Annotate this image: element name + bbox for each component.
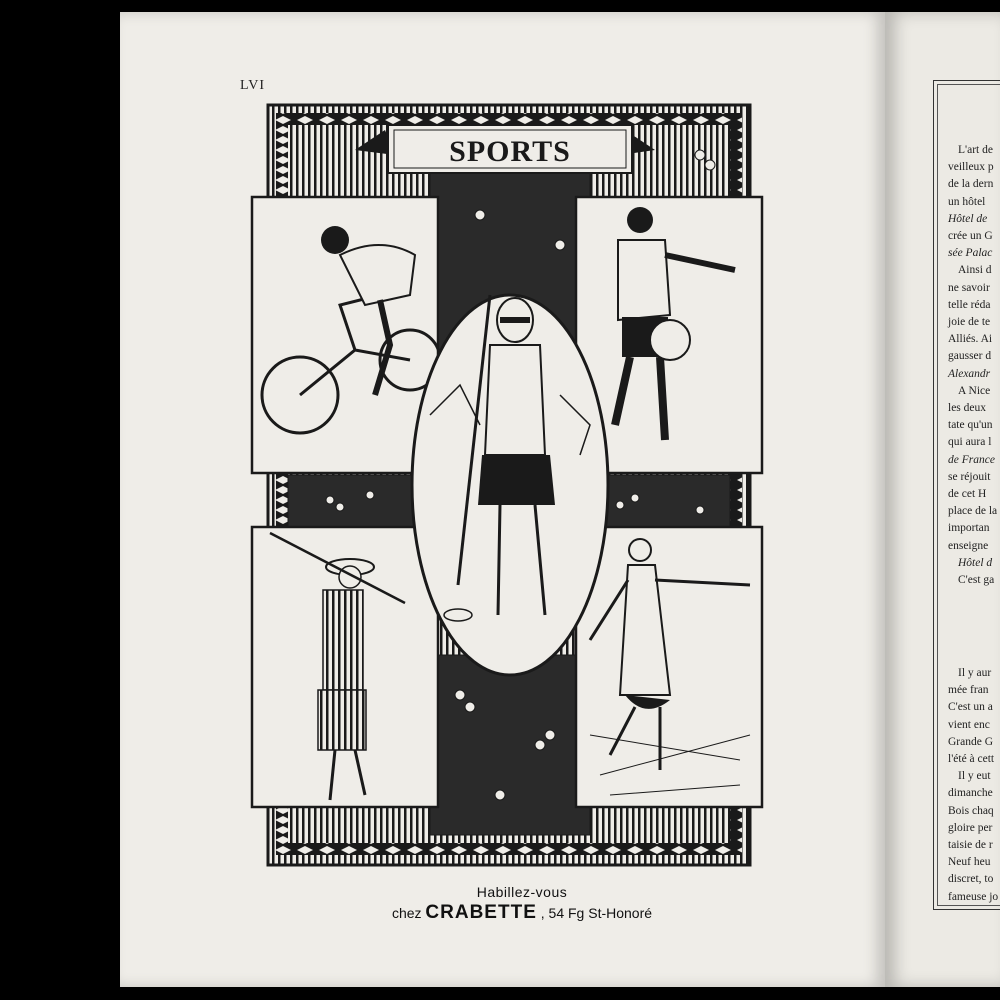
column-text-line: taisie de r [948, 839, 993, 851]
column-text-line: l'été à cett [948, 753, 995, 765]
ad-chez: chez [391, 905, 422, 921]
sports-plate [140, 95, 780, 875]
ad-line-1: Habillez-vous [476, 884, 568, 900]
column-text-line: mée fran [948, 684, 989, 697]
title-banner [355, 125, 655, 173]
cyclist-panel [252, 197, 440, 473]
column-text-line: Alliés. Ai [948, 333, 993, 346]
column-text-line: veilleux p [948, 161, 994, 174]
column-text-line: Hôtel de [948, 212, 988, 225]
column-text-line: joie de te [948, 316, 991, 328]
column-text-line: Alexandr [948, 367, 991, 380]
ad-line-2 [312, 902, 732, 924]
column-text-line: gausser d [948, 350, 992, 363]
column-text-line: gloire per [948, 821, 993, 834]
column-text-line: telle réda [948, 298, 991, 311]
skater-panel [576, 527, 762, 807]
column-text-line: tate qu'un [948, 419, 993, 432]
column-text-line: L'art de [958, 144, 993, 156]
page-folio: LVI [240, 78, 266, 93]
column-text-line: enseigne [948, 539, 989, 552]
column-text-line: Neuf heu [948, 856, 991, 869]
column-text-line: C'est ga [958, 574, 995, 586]
skier-oval [412, 295, 608, 675]
column-text-line: de cet H [948, 488, 987, 500]
column-text-line: de France [948, 453, 995, 466]
column-text-line: Bois chaq [948, 804, 994, 817]
column-text-line: crée un G [948, 230, 993, 242]
column-text-line: Ainsi d [958, 264, 992, 277]
column-text-line: discret, to [948, 873, 994, 886]
column-text-line: dimanche [948, 787, 993, 800]
advertisement [312, 880, 732, 936]
column-text-line: Il y eut [958, 770, 991, 783]
column-text-line: vient enc [948, 718, 990, 731]
banner-title: SPORTS [449, 135, 571, 168]
column-text-line: Il y aur [958, 667, 992, 679]
column-text-line: sée Palac [948, 247, 993, 260]
column-text-line: place de la [948, 505, 998, 518]
column-text-line: de la dern [948, 178, 994, 191]
column-text-line: se réjouit [948, 470, 991, 483]
column-text-line: importan [948, 522, 990, 535]
column-text-line: A Nice [958, 384, 991, 397]
golfer-panel [252, 527, 438, 807]
column-text-line: qui aura l [948, 436, 992, 449]
column-text-line: Hôtel d [958, 556, 993, 569]
column-text-line: ne savoir [948, 281, 990, 294]
column-text-line: C'est un a [948, 701, 993, 714]
column-text-line: Grande G [948, 735, 994, 748]
ad-brand: CRABETTE [425, 902, 537, 923]
column-text-line: un hôtel [948, 195, 986, 208]
column-text-line: fameuse jo [948, 890, 999, 903]
column-text-line: les deux [948, 402, 987, 414]
ad-address: , 54 Fg St-Honoré [540, 905, 653, 921]
